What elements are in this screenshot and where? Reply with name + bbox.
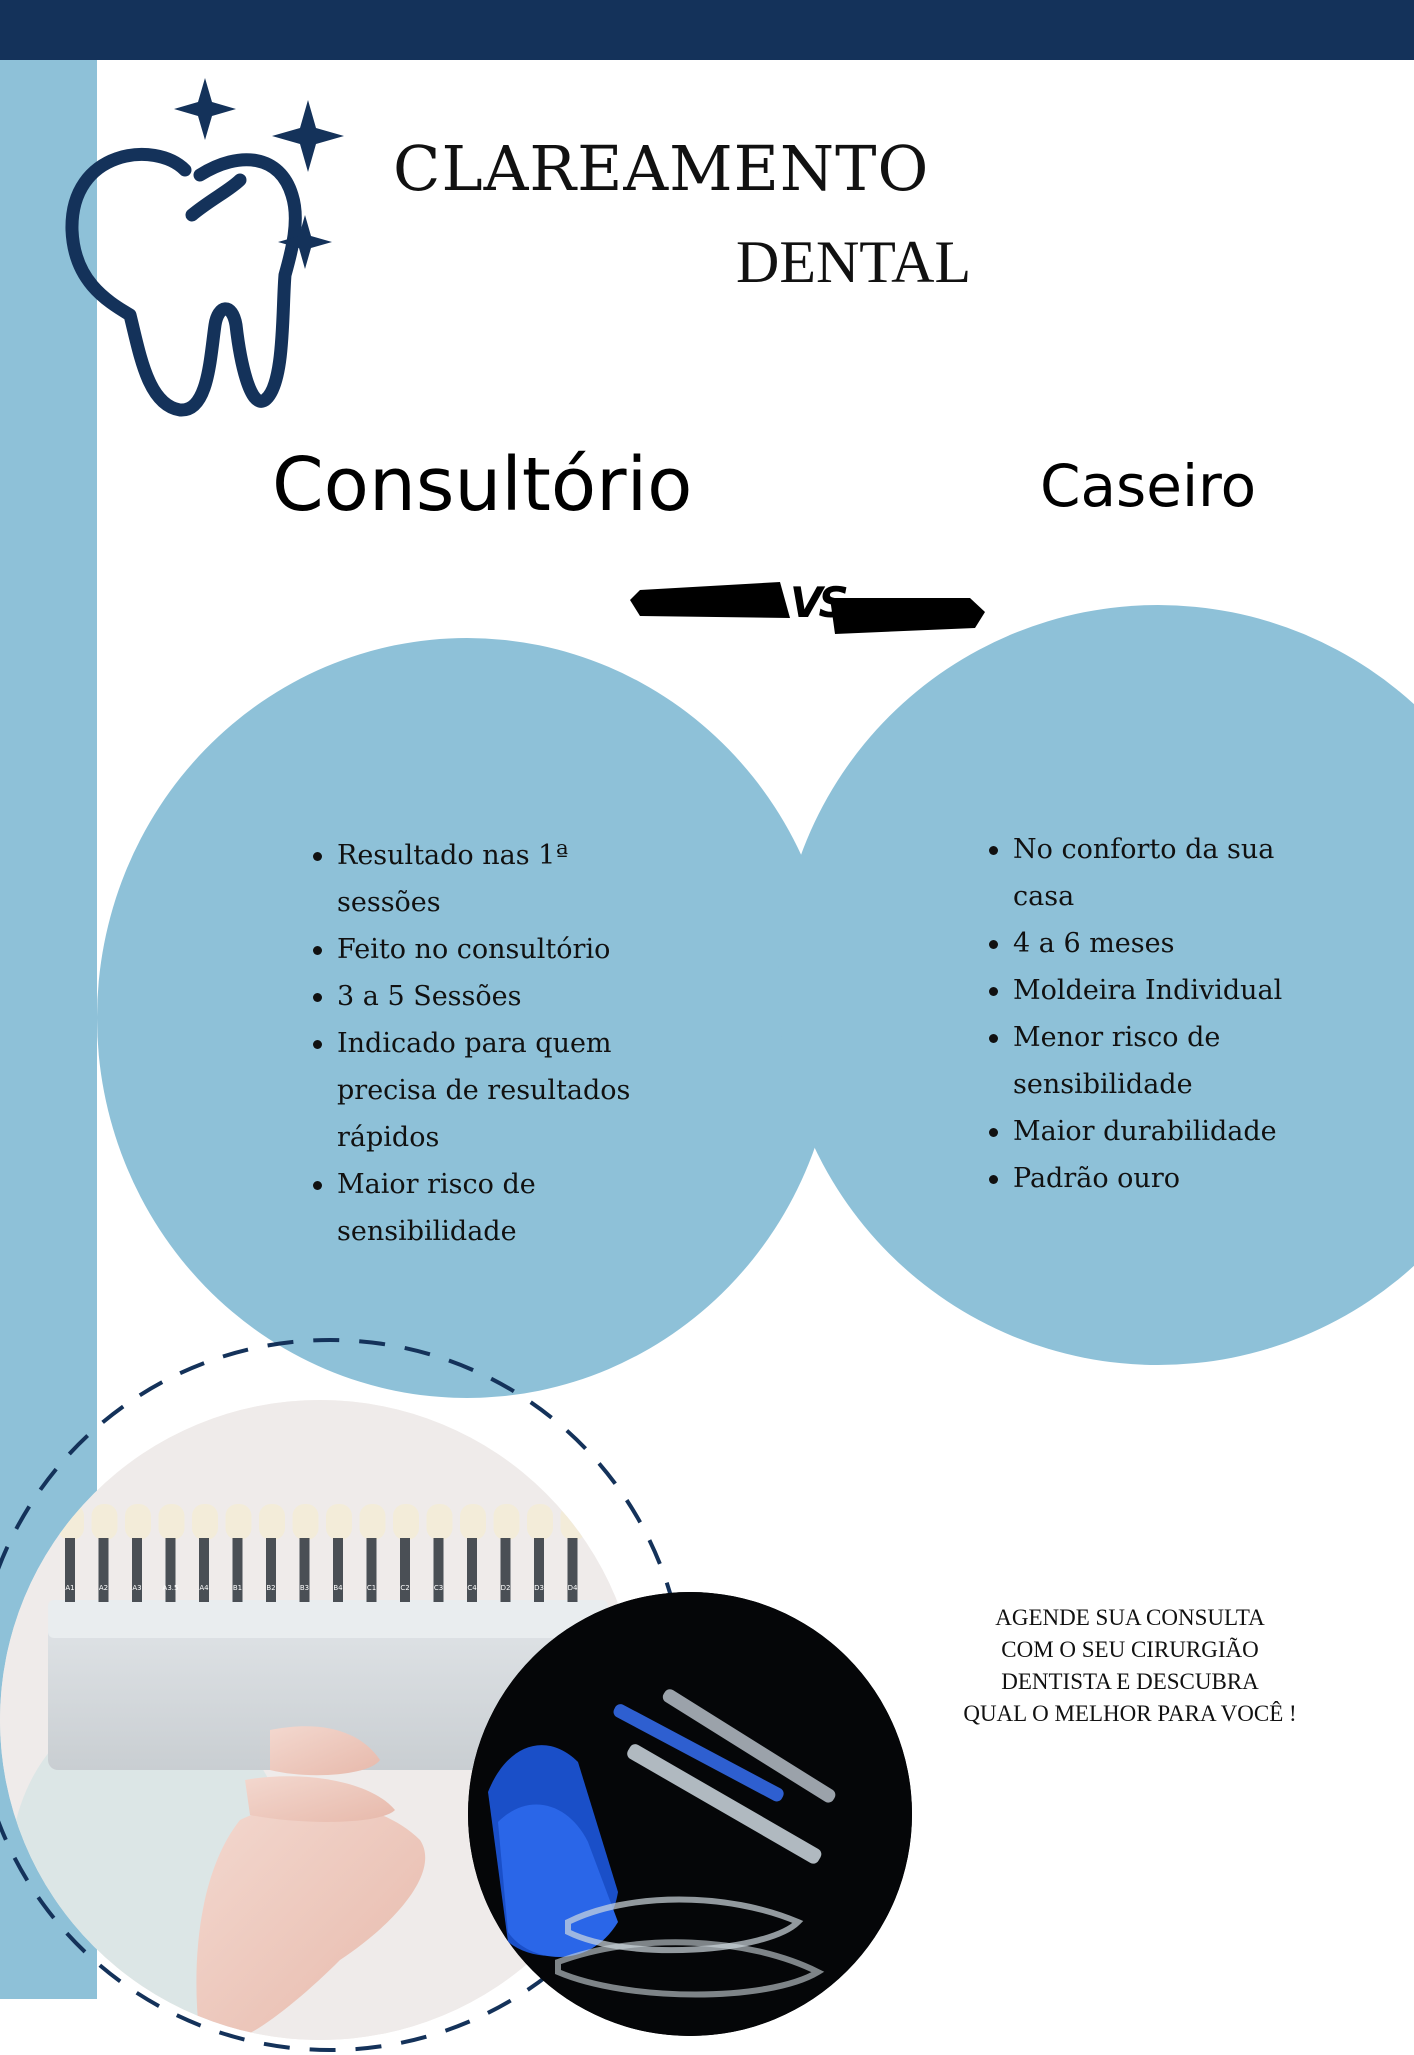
cta-line: COM O SEU CIRURGIÃO — [1001, 1637, 1259, 1662]
shade-label: B1 — [232, 1584, 243, 1592]
list-item: 3 a 5 Sessões — [313, 973, 653, 1020]
cta-line: QUAL O MELHOR PARA VOCÊ ! — [963, 1701, 1297, 1726]
list-item: Moldeira Individual — [989, 967, 1329, 1014]
shade-tooth — [92, 1504, 118, 1540]
shade-tab — [568, 1538, 578, 1602]
shade-tab — [501, 1538, 511, 1602]
heading-consultorio: Consultório — [272, 442, 693, 528]
shade-tab — [199, 1538, 209, 1602]
cta-line: AGENDE SUA CONSULTA — [995, 1605, 1265, 1630]
tooth-icon — [60, 70, 350, 430]
shade-tab — [367, 1538, 377, 1602]
shade-tab — [266, 1538, 276, 1602]
shade-label: A3 — [132, 1584, 142, 1592]
shade-label: C3 — [433, 1584, 444, 1592]
shade-tab — [99, 1538, 109, 1602]
list-item: 4 a 6 meses — [989, 920, 1329, 967]
title-line-2: DENTAL — [736, 229, 972, 295]
list-item: No conforto da sua casa — [989, 826, 1329, 920]
title-line-1: CLAREAMENTO — [393, 132, 930, 205]
shade-label: A2 — [98, 1584, 109, 1592]
shade-label: A1 — [65, 1584, 75, 1592]
shade-tab — [65, 1538, 75, 1602]
shade-tab — [132, 1538, 142, 1602]
shade-label: D3 — [534, 1584, 544, 1592]
shade-tooth — [293, 1504, 319, 1540]
caseiro-list — [989, 826, 1329, 1202]
list-item: Indicado para quem precisa de resultados rápidos — [313, 1020, 653, 1161]
shade-tooth — [125, 1504, 151, 1540]
shade-tooth — [427, 1504, 453, 1540]
versus-label: VS — [790, 578, 845, 627]
shade-tab — [333, 1538, 343, 1602]
shade-label: C4 — [467, 1584, 477, 1592]
shade-tab — [166, 1538, 176, 1602]
heading-caseiro: Caseiro — [1040, 452, 1257, 520]
shade-label: B4 — [333, 1584, 343, 1592]
shade-tooth — [259, 1504, 285, 1540]
shade-tooth — [326, 1504, 352, 1540]
call-to-action — [920, 1602, 1340, 1730]
shade-tab — [467, 1538, 477, 1602]
consultorio-list — [313, 832, 653, 1255]
home-kit-photo — [468, 1592, 912, 2036]
shade-tooth — [159, 1504, 185, 1540]
shade-tab — [300, 1538, 310, 1602]
shade-tooth — [360, 1504, 386, 1540]
shade-label: A3.5 — [162, 1584, 179, 1592]
shade-tab — [434, 1538, 444, 1602]
tooth-outline — [72, 154, 295, 410]
shade-tab — [400, 1538, 410, 1602]
shade-tooth — [460, 1504, 486, 1540]
shade-tooth — [393, 1504, 419, 1540]
shade-label: C1 — [366, 1584, 377, 1592]
shade-tab — [233, 1538, 243, 1602]
top-banner-bar — [0, 0, 1414, 60]
shade-label: B2 — [266, 1584, 276, 1592]
shade-tab — [534, 1538, 544, 1602]
list-item: Feito no consultório — [313, 926, 653, 973]
shade-tooth — [192, 1504, 218, 1540]
shade-label: A4 — [199, 1584, 209, 1592]
shade-tooth — [494, 1504, 520, 1540]
cta-line: DENTISTA E DESCUBRA — [1001, 1669, 1259, 1694]
list-item: Padrão ouro — [989, 1155, 1329, 1202]
shade-label: B3 — [299, 1584, 310, 1592]
shade-label: D4 — [567, 1584, 578, 1592]
list-item: Maior durabilidade — [989, 1108, 1329, 1155]
shade-label: C2 — [400, 1584, 410, 1592]
home-kit-illustration — [468, 1592, 912, 2036]
shade-label: D2 — [500, 1584, 511, 1592]
list-item: Resultado nas 1ª sessões — [313, 832, 653, 926]
shade-tooth — [226, 1504, 252, 1540]
list-item: Maior risco de sensibilidade — [313, 1161, 653, 1255]
list-item: Menor risco de sensibilidade — [989, 1014, 1329, 1108]
shade-tooth — [527, 1504, 553, 1540]
